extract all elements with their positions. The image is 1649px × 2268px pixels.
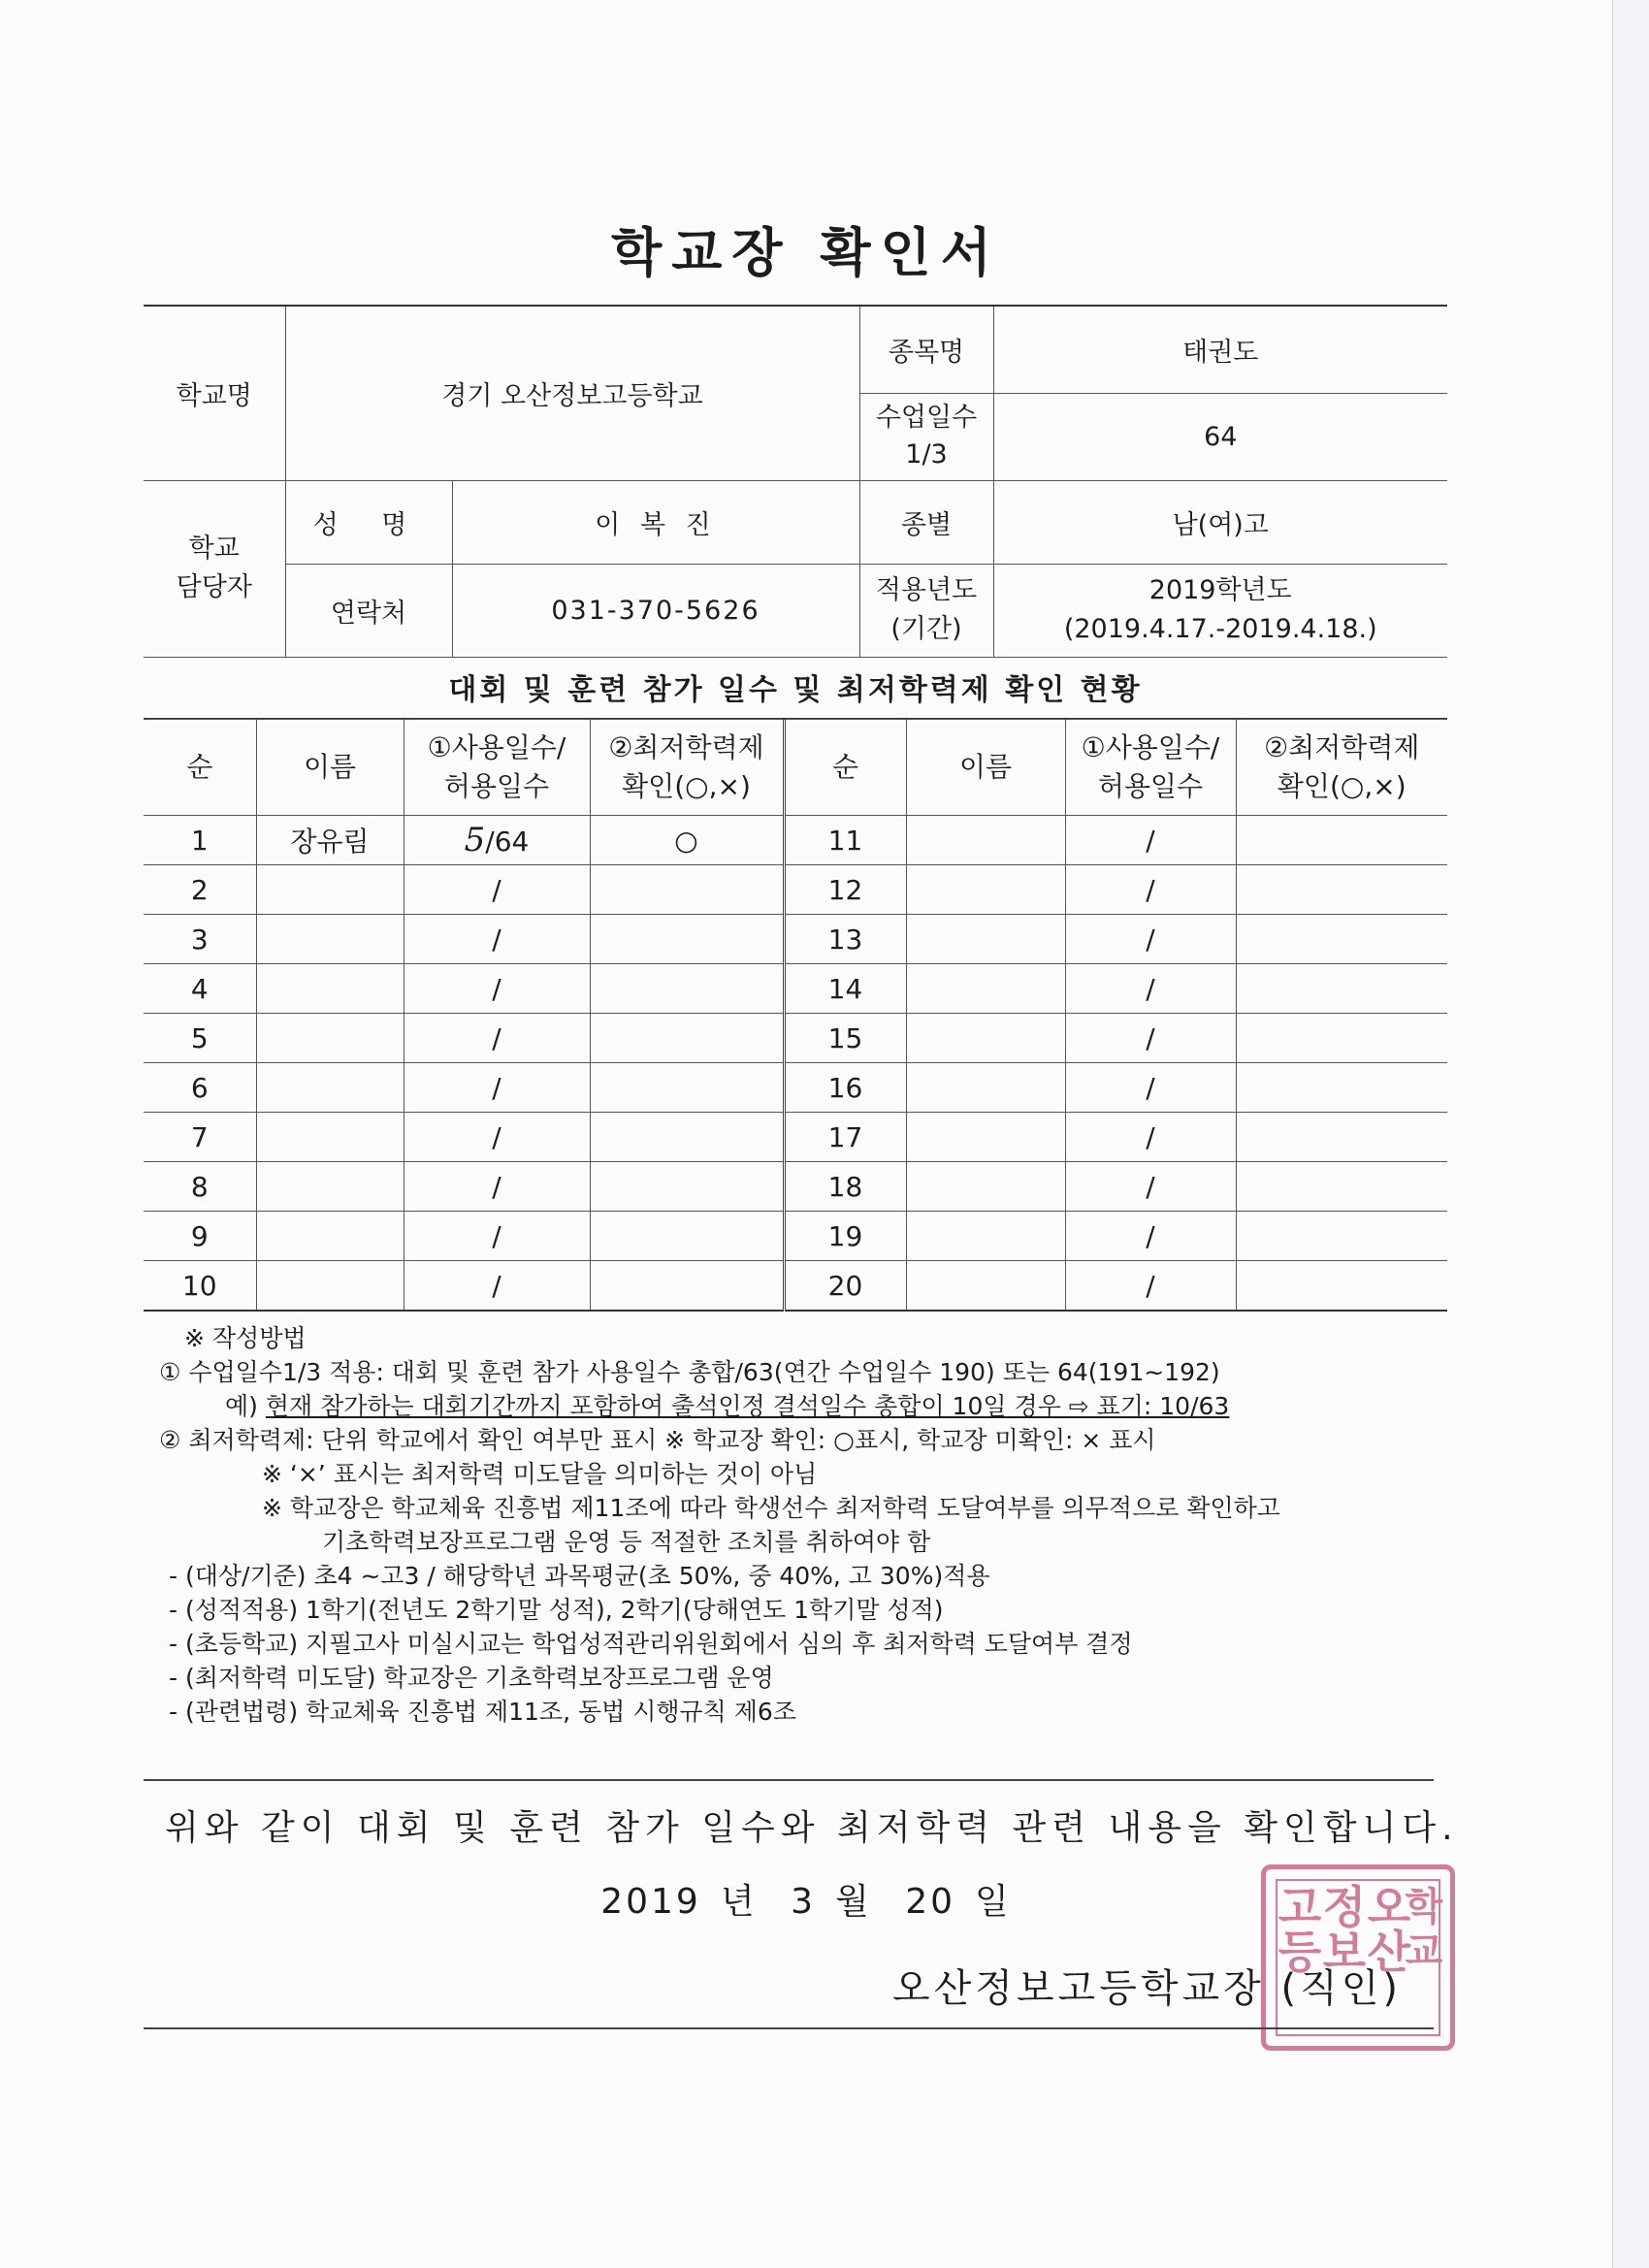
col-name: 이름 xyxy=(256,720,404,816)
row-no: 4 xyxy=(144,964,256,1014)
participation-table xyxy=(144,719,1447,1312)
row-name xyxy=(256,964,404,1014)
row-days xyxy=(404,816,590,865)
row-name-right xyxy=(906,865,1065,915)
days-label-line2: 1/3 xyxy=(905,439,948,470)
event-label: 종목명 xyxy=(859,306,993,393)
row-no: 3 xyxy=(144,915,256,964)
table-row xyxy=(144,915,1447,964)
row-check-right xyxy=(1236,1063,1447,1113)
row-days-right: / xyxy=(1065,865,1236,915)
row-no: 9 xyxy=(144,1212,256,1261)
row-name-right xyxy=(906,1113,1065,1162)
col-days-right xyxy=(1065,720,1236,816)
row-no: 5 xyxy=(144,1014,256,1063)
col-check-right-line1: ②최저학력제 xyxy=(1264,731,1420,763)
divider-top xyxy=(144,1779,1434,1781)
note-1: ① 수업일수1/3 적용: 대회 및 훈련 참가 사용일수 총합/63(연간 수업일수 190) 또는 64(191~192) xyxy=(159,1358,1220,1386)
divider-bottom xyxy=(144,2027,1434,2029)
row-check-right xyxy=(1236,865,1447,915)
row-days: / xyxy=(404,1212,590,1261)
row-no: 8 xyxy=(144,1162,256,1212)
table-header-row xyxy=(144,720,1447,816)
row-no-right: 12 xyxy=(784,865,906,915)
detail-1: - (대상/기준) 초4 ~고3 / 해당학년 과목평균(초 50%, 중 40%, 고 30%)적용 xyxy=(169,1562,990,1590)
staff-label-line1: 학교 xyxy=(188,534,240,564)
col-check-line1: ②최저학력제 xyxy=(608,731,764,763)
row-check-right xyxy=(1236,915,1447,964)
row-check-right xyxy=(1236,1162,1447,1212)
col-days xyxy=(404,720,590,816)
col-check-line2: 확인(○,×) xyxy=(622,770,751,802)
row-name: 장유림 xyxy=(256,816,404,865)
row-days-right: / xyxy=(1065,1162,1236,1212)
row-name-right xyxy=(906,816,1065,865)
table-row xyxy=(144,1014,1447,1063)
document-title: 학교장 확인서 xyxy=(611,222,1001,283)
row-no: 6 xyxy=(144,1063,256,1113)
detail-3: - (초등학교) 지필고사 미실시교는 학업성적관리위원회에서 심의 후 최저학력 도달여부 결정 xyxy=(169,1630,1133,1658)
row-check xyxy=(590,1014,784,1063)
row-name-right xyxy=(906,1162,1065,1212)
note-3: ※ ‘×’ 표시는 최저학력 미도달을 의미하는 것이 아님 xyxy=(262,1460,818,1488)
col-no: 순 xyxy=(144,720,256,816)
days-value: 64 xyxy=(993,393,1447,480)
note-1-example-prefix: 예) xyxy=(225,1392,258,1420)
handwritten-days: 5 xyxy=(464,821,486,859)
row-check-right xyxy=(1236,1261,1447,1312)
school-value: 경기 오산정보고등학교 xyxy=(285,306,859,480)
detail-4: - (최저학력 미도달) 학교장은 기초학력보장프로그램 운영 xyxy=(169,1664,774,1692)
row-name xyxy=(256,915,404,964)
row-days: / xyxy=(404,1063,590,1113)
date-day: 20 xyxy=(905,1882,956,1922)
row-no: 2 xyxy=(144,865,256,915)
row-days-right: / xyxy=(1065,1113,1236,1162)
row-name-right xyxy=(906,964,1065,1014)
info-table xyxy=(144,305,1447,658)
row-days-right: / xyxy=(1065,1212,1236,1261)
year-value-line1: 2019학년도 xyxy=(1148,575,1292,605)
row-days: / xyxy=(404,1162,590,1212)
row-days: / xyxy=(404,1014,590,1063)
row-check xyxy=(590,915,784,964)
table-row xyxy=(144,865,1447,915)
contact-label: 연락처 xyxy=(285,564,452,657)
days-label xyxy=(859,393,993,480)
table-row xyxy=(144,1063,1447,1113)
date-month-unit: 월 xyxy=(834,1882,872,1922)
table-row xyxy=(144,964,1447,1014)
row-name xyxy=(256,1212,404,1261)
year-value xyxy=(993,564,1447,657)
table-row xyxy=(144,1261,1447,1312)
confirmation-statement: 위와 같이 대회 및 훈련 참가 일수와 최저학력 관련 내용을 확인합니다. xyxy=(165,1808,1459,1848)
seal-text-3: 고 등 xyxy=(1277,1881,1322,1978)
table-row xyxy=(144,1113,1447,1162)
row-no-right: 11 xyxy=(784,816,906,865)
row-check xyxy=(590,964,784,1014)
staff-label-line2: 담당자 xyxy=(176,572,252,602)
row-check xyxy=(590,1261,784,1312)
row-check xyxy=(590,1162,784,1212)
row-name xyxy=(256,1162,404,1212)
date-year-unit: 년 xyxy=(720,1882,758,1922)
year-label-line1: 적용년도 xyxy=(875,575,978,605)
row-no-right: 19 xyxy=(784,1212,906,1261)
table-row xyxy=(144,816,1447,865)
row-days-right: / xyxy=(1065,1014,1236,1063)
col-check-right xyxy=(1236,720,1447,816)
col-days-right-line2: 허용일수 xyxy=(1097,770,1204,802)
row-check xyxy=(590,1063,784,1113)
row-days: / xyxy=(404,1261,590,1312)
section-title: 대회 및 훈련 참가 일수 및 최저학력제 확인 현황 xyxy=(144,664,1447,720)
writing-instructions xyxy=(146,1321,1504,1729)
row-no-right: 20 xyxy=(784,1261,906,1312)
row-no-right: 14 xyxy=(784,964,906,1014)
row-check xyxy=(590,1212,784,1261)
row-no-right: 17 xyxy=(784,1113,906,1162)
row-check xyxy=(590,1113,784,1162)
col-check xyxy=(590,720,784,816)
col-days-line1: ①사용일수/ xyxy=(427,731,566,763)
row-days-right: / xyxy=(1065,915,1236,964)
col-days-line2: 허용일수 xyxy=(443,770,550,802)
row-days: / xyxy=(404,964,590,1014)
row-days: / xyxy=(404,915,590,964)
seal-text-1: 오 산 xyxy=(1367,1881,1411,1978)
row-check-right xyxy=(1236,964,1447,1014)
row-days-right: / xyxy=(1065,964,1236,1014)
note-4: ※ 학교장은 학교체육 진흥법 제11조에 따라 학생선수 최저학력 도달여부를 의무적으로 확인하고 xyxy=(262,1494,1280,1522)
detail-5: - (관련법령) 학교체육 진흥법 제11조, 동법 시행규칙 제6조 xyxy=(169,1698,796,1726)
row-name xyxy=(256,1063,404,1113)
table-row xyxy=(144,1162,1447,1212)
col-name-right: 이름 xyxy=(906,720,1065,816)
row-days-right: / xyxy=(1065,1261,1236,1312)
row-check-right xyxy=(1236,1212,1447,1261)
name-label: 성 명 xyxy=(285,480,452,564)
gender-label: 종별 xyxy=(859,480,993,564)
row-no-right: 16 xyxy=(784,1063,906,1113)
staff-label xyxy=(144,480,285,657)
row-days: / xyxy=(404,1113,590,1162)
col-days-right-line1: ①사용일수/ xyxy=(1081,731,1220,763)
row-name-right xyxy=(906,1261,1065,1312)
col-check-right-line2: 확인(○,×) xyxy=(1277,770,1406,802)
row-no-right: 13 xyxy=(784,915,906,964)
row-name xyxy=(256,865,404,915)
row-check-right xyxy=(1236,1113,1447,1162)
row-name xyxy=(256,1261,404,1312)
note-2: ② 최저학력제: 단위 학교에서 확인 여부만 표시 ※ 학교장 확인: ○표시, 학교장 미확인: × 표시 xyxy=(159,1426,1156,1454)
col-no-right: 순 xyxy=(784,720,906,816)
row-check-right xyxy=(1236,1014,1447,1063)
row-check: ○ xyxy=(590,816,784,865)
note-5: 기초학력보장프로그램 운영 등 적절한 조치를 취하여야 함 xyxy=(322,1528,931,1556)
official-seal-icon xyxy=(1261,1864,1455,2051)
row-name-right xyxy=(906,1212,1065,1261)
row-days-total: /64 xyxy=(485,826,530,858)
row-days: / xyxy=(404,865,590,915)
row-check-right xyxy=(1236,816,1447,865)
detail-2: - (성적적용) 1학기(전년도 2학기말 성적), 2학기(당해연도 1학기말 성적) xyxy=(169,1596,944,1624)
event-value: 태권도 xyxy=(993,306,1447,393)
year-value-line2: (2019.4.17.-2019.4.18.) xyxy=(1063,614,1377,644)
days-label-line1: 수업일수 xyxy=(875,403,978,433)
row-name xyxy=(256,1113,404,1162)
principal-signature-line: 오산정보고등학교장 (직인) xyxy=(892,1966,1402,2011)
row-no: 10 xyxy=(144,1261,256,1312)
row-days-right: / xyxy=(1065,816,1236,865)
year-label-line2: (기간) xyxy=(890,614,962,644)
school-label: 학교명 xyxy=(144,306,285,480)
row-name-right xyxy=(906,1014,1065,1063)
date-day-unit: 일 xyxy=(975,1882,1012,1922)
note-1-example xyxy=(146,1389,1504,1423)
seal-text-4: 학 교 xyxy=(1405,1884,1443,1974)
row-name-right xyxy=(906,1063,1065,1113)
notes-heading: ※ 작성방법 xyxy=(184,1324,307,1352)
row-no: 1 xyxy=(144,816,256,865)
gender-value: 남(여)고 xyxy=(993,480,1447,564)
row-no-right: 15 xyxy=(784,1014,906,1063)
table-row xyxy=(144,1212,1447,1261)
name-value: 이 복 진 xyxy=(452,480,859,564)
row-no: 7 xyxy=(144,1113,256,1162)
row-days-right: / xyxy=(1065,1063,1236,1113)
date-month: 3 xyxy=(791,1882,816,1922)
row-no-right: 18 xyxy=(784,1162,906,1212)
note-1-example-text: 현재 참가하는 대회기간까지 포함하여 출석인정 결석일수 총합이 10일 경우 ⇨ 표기: 10/63 xyxy=(265,1392,1230,1420)
year-label xyxy=(859,564,993,657)
contact-value: 031-370-5626 xyxy=(452,564,859,657)
date-year: 2019 xyxy=(600,1882,701,1922)
row-check xyxy=(590,865,784,915)
seal-text-2: 정 보 xyxy=(1322,1881,1367,1978)
row-name xyxy=(256,1014,404,1063)
row-name-right xyxy=(906,915,1065,964)
